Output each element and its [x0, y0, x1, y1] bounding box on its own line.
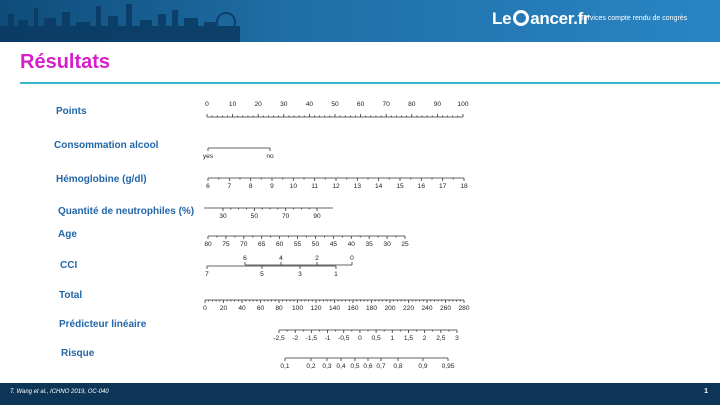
- tick-label-predicteur: 0,5: [371, 335, 381, 342]
- tick-label-total: 200: [384, 305, 396, 312]
- tick-label-hemoglobine: 7: [227, 183, 232, 190]
- tick-label-hemoglobine: 14: [374, 183, 383, 190]
- tick-label-risque: 0,8: [393, 363, 403, 370]
- label-points: Points: [56, 106, 87, 117]
- tick-label-predicteur: 1,5: [403, 335, 414, 342]
- tick-label-hemoglobine: 8: [248, 183, 253, 190]
- tick-label-age: 35: [365, 241, 373, 248]
- tick-label-risque: 0,9: [418, 363, 428, 370]
- tick-label-risque: 0,4: [336, 363, 346, 370]
- tick-label-risque: 0,2: [306, 363, 316, 370]
- tick-label-hemoglobine: 12: [332, 183, 340, 190]
- label-total: Total: [59, 290, 83, 301]
- label-neutrophiles: Quantité de neutrophiles (%): [58, 206, 195, 217]
- tick-label-risque: 0,95: [441, 363, 455, 370]
- tick-label-predicteur: 1: [390, 335, 395, 342]
- tick-label-cci: 3: [298, 271, 302, 278]
- tick-label-age-bottom: 0: [350, 255, 354, 262]
- tick-label-age-bottom: 2: [315, 255, 319, 262]
- tick-label-risque: 0,3: [322, 363, 332, 370]
- tick-label-age: 80: [204, 241, 212, 248]
- tick-label-total: 100: [291, 305, 304, 312]
- tick-label-hemoglobine: 6: [206, 183, 210, 190]
- tick-label-points: 20: [254, 101, 262, 108]
- tick-label-alcool: yes: [202, 153, 214, 160]
- label-alcool: Consommation alcool: [54, 140, 159, 151]
- page-number: 1: [704, 388, 708, 395]
- tick-label-age: 70: [240, 241, 248, 248]
- tick-label-hemoglobine: 18: [460, 183, 468, 190]
- tick-label-hemoglobine: 13: [353, 183, 362, 190]
- tick-label-points: 70: [382, 101, 390, 108]
- tick-label-total: 120: [310, 305, 322, 312]
- tick-label-total: 260: [439, 305, 452, 312]
- header-tagline: Services compte rendu de congrès: [579, 15, 688, 22]
- tick-label-predicteur: 2,5: [436, 335, 446, 342]
- tick-label-hemoglobine: 17: [438, 183, 447, 190]
- tick-label-neutrophiles: 90: [313, 213, 321, 220]
- tick-label-cci: 1: [334, 271, 338, 278]
- tick-label-risque: 0,6: [363, 363, 373, 370]
- tick-label-predicteur: -0,5: [338, 335, 350, 342]
- tick-label-age-bottom: 4: [279, 255, 283, 262]
- tick-label-hemoglobine: 10: [289, 183, 298, 190]
- lecancer-logo[interactable]: Le ancer.fr: [492, 9, 590, 28]
- tick-label-cci: 5: [260, 271, 264, 278]
- label-age: Age: [58, 229, 77, 240]
- tick-label-predicteur: -2: [292, 335, 299, 342]
- tick-label-total: 220: [402, 305, 415, 312]
- tick-label-total: 40: [238, 305, 246, 312]
- tick-label-total: 180: [365, 305, 378, 312]
- tick-label-cci: 7: [205, 271, 209, 278]
- tick-label-total: 240: [421, 305, 433, 312]
- tick-label-age: 50: [311, 241, 320, 248]
- tick-label-total: 280: [458, 305, 470, 312]
- tick-label-predicteur: 0: [358, 335, 362, 342]
- tick-label-age-bottom: 6: [243, 255, 247, 262]
- label-risque: Risque: [61, 348, 95, 359]
- tick-label-alcool: no: [266, 153, 274, 160]
- tick-label-hemoglobine: 16: [417, 183, 426, 190]
- tick-label-predicteur: 3: [455, 335, 459, 342]
- tick-label-predicteur: -1: [324, 335, 331, 342]
- tick-label-total: 80: [275, 305, 283, 312]
- label-cci: CCI: [60, 260, 78, 271]
- tick-label-total: 160: [347, 305, 359, 312]
- tick-label-neutrophiles: 50: [250, 213, 259, 220]
- tick-label-total: 0: [203, 305, 207, 312]
- tick-label-points: 50: [331, 101, 339, 108]
- tick-label-risque: 0,1: [280, 363, 290, 370]
- tick-label-points: 30: [280, 101, 288, 108]
- tick-label-total: 20: [219, 305, 228, 312]
- tick-label-age: 45: [329, 241, 338, 248]
- tick-label-risque: 0,5: [350, 363, 360, 370]
- tick-label-total: 140: [328, 305, 341, 312]
- tick-label-points: 40: [305, 101, 314, 108]
- tick-label-points: 100: [457, 101, 469, 108]
- tick-label-predicteur: 2: [422, 335, 427, 342]
- tick-label-points: 90: [433, 101, 442, 108]
- tick-label-total: 60: [256, 305, 265, 312]
- tick-label-predicteur: -2,5: [273, 335, 285, 342]
- tick-label-age: 65: [258, 241, 266, 248]
- label-hemoglobine: Hémoglobine (g/dl): [56, 174, 147, 185]
- tick-label-points: 10: [228, 101, 237, 108]
- slide-title: Résultats: [20, 51, 111, 73]
- tick-label-risque: 0,7: [376, 363, 386, 370]
- tick-label-points: 0: [205, 101, 209, 108]
- tick-label-points: 80: [408, 101, 416, 108]
- tick-label-hemoglobine: 15: [396, 183, 404, 190]
- tick-label-age: 30: [383, 241, 391, 248]
- tick-label-neutrophiles: 70: [281, 213, 290, 220]
- tick-label-predicteur: -1,5: [305, 335, 318, 342]
- tick-label-age: 60: [275, 241, 284, 248]
- tick-label-neutrophiles: 30: [219, 213, 227, 220]
- tick-label-points: 60: [356, 101, 365, 108]
- slide-footer: [0, 383, 720, 405]
- tick-label-hemoglobine: 11: [311, 183, 319, 190]
- label-predicteur: Prédicteur linéaire: [59, 319, 147, 330]
- tick-label-age: 55: [293, 241, 302, 248]
- tick-label-age: 40: [347, 241, 355, 248]
- tick-label-hemoglobine: 9: [270, 183, 274, 190]
- tick-label-age: 25: [401, 241, 409, 248]
- citation-text: T. Wang et al., ICHNO 2019, OC-040: [10, 389, 109, 395]
- tick-label-age: 75: [222, 241, 230, 248]
